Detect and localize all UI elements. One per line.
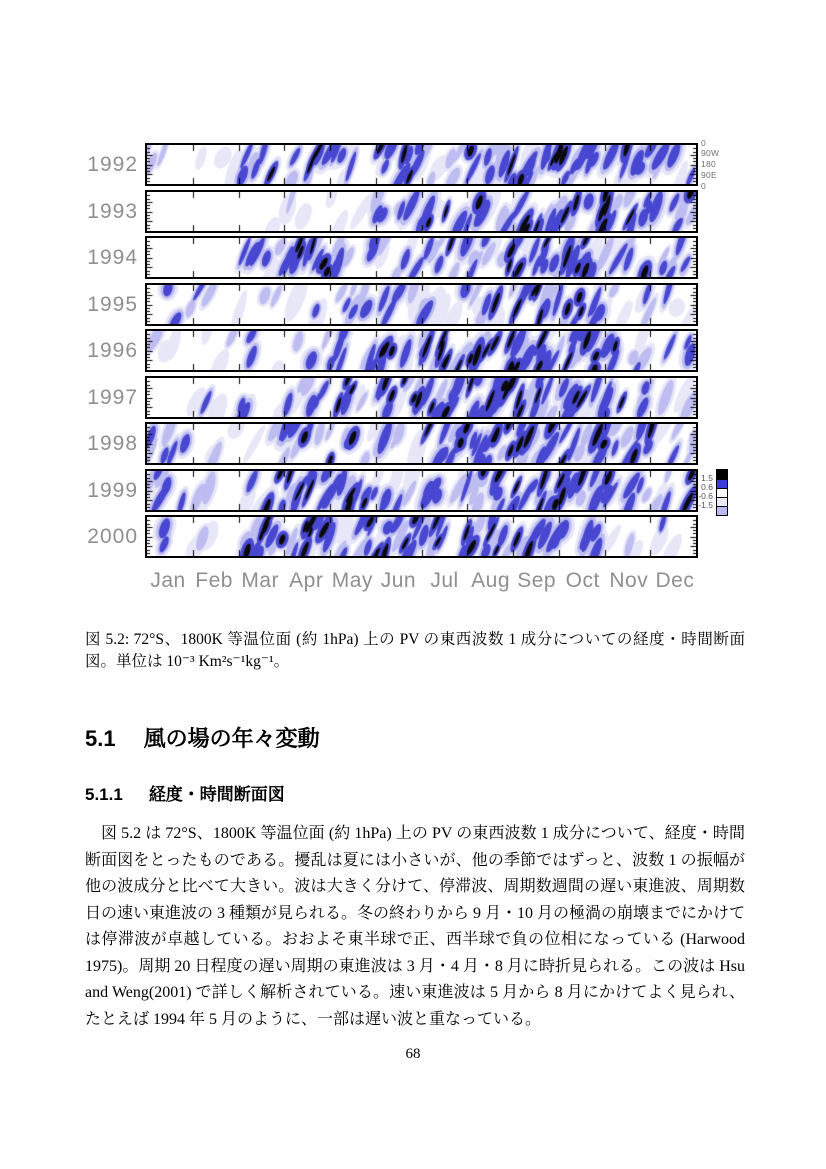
colorbar-cell bbox=[717, 497, 727, 506]
panel-plot-canvas bbox=[147, 471, 696, 510]
hovmoller-panel-1992 bbox=[145, 143, 698, 186]
month-label: May bbox=[331, 569, 373, 592]
year-label-1998: 1998 bbox=[87, 431, 138, 455]
page-number: 68 bbox=[405, 1046, 421, 1062]
month-label: Dec bbox=[655, 569, 695, 592]
section-heading-5-1 bbox=[85, 722, 320, 753]
year-label-1997: 1997 bbox=[87, 385, 138, 409]
hovmoller-panel-1995 bbox=[145, 283, 698, 326]
hovmoller-panel-1993 bbox=[145, 190, 698, 233]
colorbar-cell bbox=[717, 488, 727, 497]
subsection-number: 5.1.1 bbox=[85, 785, 123, 804]
hovmoller-panel-1999 bbox=[145, 469, 698, 512]
colorbar-cell bbox=[717, 470, 727, 479]
panel-plot-canvas bbox=[147, 238, 696, 277]
section-title: 風の場の年々変動 bbox=[143, 726, 320, 751]
longitude-label: 90E bbox=[701, 170, 718, 180]
year-label-1993: 1993 bbox=[87, 199, 138, 223]
month-label: Feb bbox=[195, 569, 233, 592]
year-label-1992: 1992 bbox=[87, 152, 138, 176]
figure-caption: 図 5.2: 72°S、1800K 等温位面 (約 1hPa) 上の PV の東西波数 1 成分についての経度・時間断面図。単位は 10⁻³ Km²s⁻¹kg⁻¹。 bbox=[85, 631, 745, 670]
month-label: Aug bbox=[471, 569, 511, 592]
body-paragraph: 図 5.2 は 72°S、1800K 等温位面 (約 1hPa) 上の PV の東西波数 1 成分について、経度・時間断面図をとったものである。擾乱は夏には小さいが、他の季節ではずっと、波数 1 の振幅が他の波成分と比べて大きい。波は大きく分けて、停滞波、周期数週間の遅い東進波、周期数日の速い東進波の 3 種類が見られる。冬の終わりから 9 月・10 月の極渦の崩壊までにかけては停滞波が卓越している。おおよそ東半球で正、西半球で負の位相になっている (Harwood 1975)。周期 20 日程度の遅い周期の東進波は 3 月・4 月・8 月に時折見られる。この波は Hsu and Weng(2001) で詳しく解析されている。速い東進波は 5 月から 8 月にかけてよく見られ、たとえば 1994 年 5 月のように、一部は遅い波と重なっている。 bbox=[85, 825, 746, 1028]
longitude-label: 0 bbox=[701, 181, 707, 191]
month-label: Jan bbox=[150, 569, 186, 592]
panel-plot-canvas bbox=[147, 145, 696, 184]
month-label: Sep bbox=[517, 569, 557, 592]
year-label-2000: 2000 bbox=[87, 524, 138, 548]
colorbar-cell bbox=[717, 479, 727, 488]
colorbar bbox=[716, 469, 728, 516]
longitude-label: 0 bbox=[701, 138, 707, 148]
hovmoller-panel-2000 bbox=[145, 515, 698, 558]
hovmoller-panel-1998 bbox=[145, 422, 698, 465]
year-label-1999: 1999 bbox=[87, 478, 138, 502]
month-label: Jun bbox=[380, 569, 417, 592]
colorbar-label: -1.5 bbox=[698, 500, 713, 510]
year-label-1994: 1994 bbox=[87, 245, 138, 269]
month-axis bbox=[145, 569, 698, 593]
hovmoller-panel-1996 bbox=[145, 329, 698, 372]
colorbar-label: 1.5 bbox=[701, 473, 713, 483]
month-label: Oct bbox=[565, 569, 600, 592]
section-number: 5.1 bbox=[85, 726, 116, 751]
colorbar-label: 0.6 bbox=[701, 482, 713, 492]
month-label: Apr bbox=[289, 569, 324, 592]
hovmoller-panel-1994 bbox=[145, 236, 698, 279]
longitude-label: 180 bbox=[701, 159, 717, 169]
year-label-1995: 1995 bbox=[87, 292, 138, 316]
section-heading-5-1-1 bbox=[85, 780, 285, 805]
month-label: Nov bbox=[609, 569, 649, 592]
colorbar-label: -0.6 bbox=[698, 491, 713, 501]
subsection-title: 経度・時間断面図 bbox=[148, 785, 285, 804]
month-label: Jul bbox=[430, 569, 459, 592]
panel-plot-canvas bbox=[147, 378, 696, 417]
panel-plot-canvas bbox=[147, 192, 696, 231]
panel-plot-canvas bbox=[147, 285, 696, 324]
year-label-1996: 1996 bbox=[87, 338, 138, 362]
hovmoller-panel-1997 bbox=[145, 376, 698, 419]
panel-plot-canvas bbox=[147, 424, 696, 463]
longitude-label: 90W bbox=[701, 148, 720, 158]
colorbar-cell bbox=[717, 506, 727, 515]
panel-plot-canvas bbox=[147, 517, 696, 556]
panel-plot-canvas bbox=[147, 331, 696, 370]
month-label: Mar bbox=[241, 569, 280, 592]
